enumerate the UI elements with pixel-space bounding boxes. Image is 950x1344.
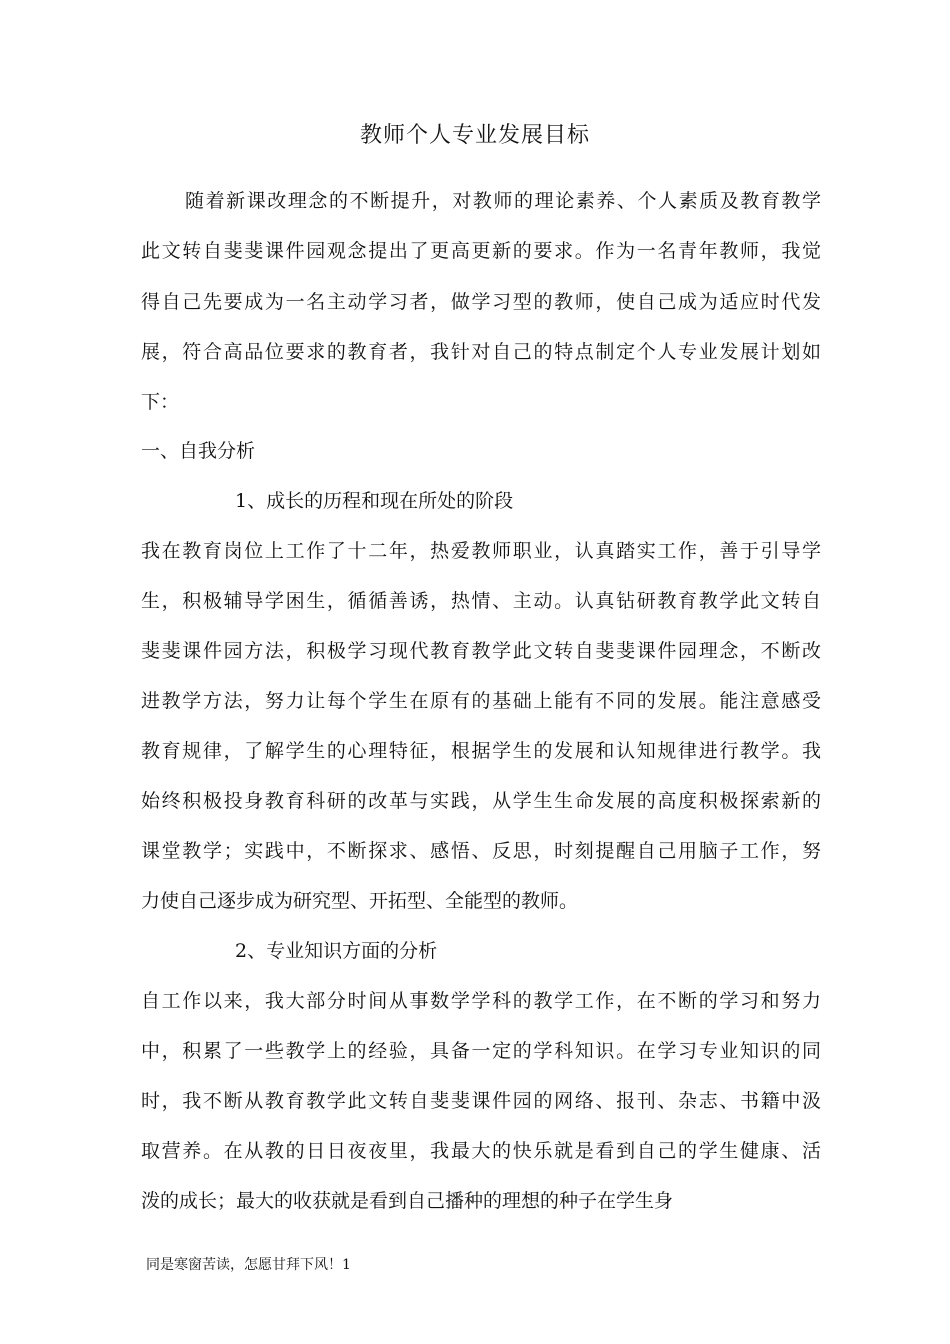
document-title: 教师个人专业发展目标: [359, 123, 590, 148]
paragraph-line: 生，积极辅导学困生，循循善诱，热情、主动。认真钻研教育教学此文转自: [141, 590, 821, 612]
paragraph-line: 我在教育岗位上工作了十二年，热爱教师职业，认真踏实工作，善于引导学: [141, 540, 821, 562]
paragraph-line: 自工作以来，我大部分时间从事数学学科的教学工作，在不断的学习和努力: [141, 990, 821, 1012]
paragraph-line: 中，积累了一些教学上的经验，具备一定的学科知识。在学习专业知识的同: [141, 1040, 821, 1062]
paragraph-line: 斐斐课件园方法，积极学习现代教育教学此文转自斐斐课件园理念，不断改: [141, 640, 821, 662]
paragraph-line: 展，符合高品位要求的教育者，我针对自己的特点制定个人专业发展计划如: [141, 341, 821, 363]
paragraph-line: 下：: [141, 391, 180, 413]
paragraph-line: 取营养。在从教的日日夜夜里，我最大的快乐就是看到自己的学生健康、活: [141, 1140, 821, 1162]
paragraph-line: 时，我不断从教育教学此文转自斐斐课件园的网络、报刊、杂志、书籍中汲: [141, 1090, 821, 1112]
subsection-heading: 1、成长的历程和现在所处的阶段: [235, 490, 514, 512]
paragraph-line: 泼的成长；最大的收获就是看到自己播种的理想的种子在学生身: [141, 1190, 674, 1212]
paragraph-line: 此文转自斐斐课件园观念提出了更高更新的要求。作为一名青年教师，我觉: [141, 240, 821, 262]
subsection-heading: 2、专业知识方面的分析: [235, 940, 438, 962]
paragraph-line: 随着新课改理念的不断提升，对教师的理论素养、个人素质及教育教学: [185, 190, 821, 212]
page-footer: 同是寒窗苦读，怎愿甘拜下风！1: [146, 1257, 351, 1273]
paragraph-line: 课堂教学；实践中，不断探求、感悟、反思，时刻提醒自己用脑子工作，努: [141, 840, 821, 862]
paragraph-line: 始终积极投身教育科研的改革与实践，从学生生命发展的高度积极探索新的: [141, 790, 821, 812]
paragraph-line: 进教学方法，努力让每个学生在原有的基础上能有不同的发展。能注意感受: [141, 690, 821, 712]
paragraph-line: 教育规律，了解学生的心理特征，根据学生的发展和认知规律进行教学。我: [141, 740, 821, 762]
paragraph-line: 力使自己逐步成为研究型、开拓型、全能型的教师。: [141, 890, 579, 912]
paragraph-line: 得自己先要成为一名主动学习者，做学习型的教师，使自己成为适应时代发: [141, 291, 821, 313]
section-heading: 一、自我分析: [141, 440, 256, 462]
